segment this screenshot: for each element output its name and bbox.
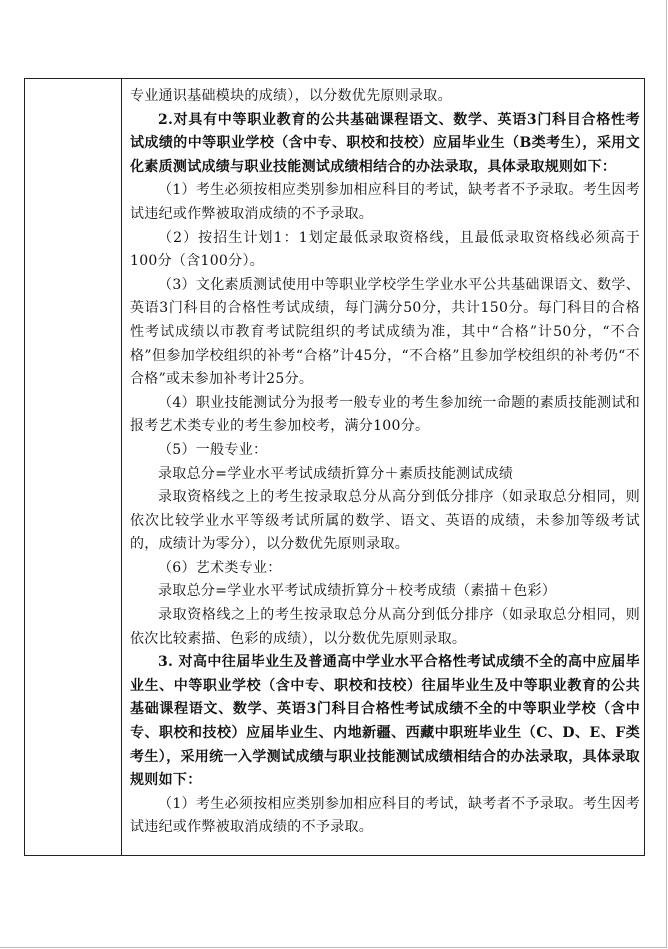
column-divider	[121, 79, 122, 855]
heading-cdef-class-rules: 3. 对高中往届毕业生及普通高中学业水平合格性考试成绩不全的高中应届毕业生、中等职业学校（含中专、职校和技校）往届毕业生及中等职业教育的公共基础课程语文、数学、英语3门科目合格性考试成绩不全的中等职业学校（含中专、职校和技校）应届毕业生、内地新疆、西藏中职班毕业生（C、D、E、F类考生），采用统一入学测试成绩与职业技能测试成绩相结合的办法录取，具体录取规则如下：	[130, 654, 640, 789]
paragraph-continuation: 专业通识基础模块的成绩），以分数优先原则录取。	[130, 88, 452, 104]
rule-item-6-ranking: 录取资格线之上的考生按录取总分从高分到低分排序（如录取总分相同，则依次比较素描、色彩的成绩），以分数优先原则录取。	[130, 607, 640, 647]
heading-b-class-rules: 2.对具有中等职业教育的公共基础课程语文、数学、英语3门科目合格性考试成绩的中等职业学校（含中专、职校和技校）应届毕业生（B类考生），采用文化素质测试成绩与职业技能测试成绩相结合的办法录取，具体录取规则如下：	[130, 111, 640, 175]
rule-item-5-heading: （5）一般专业：	[158, 441, 268, 458]
rules-content	[130, 85, 640, 840]
rule-item-4: （4）职业技能测试分为报考一般专业的考生参加统一命题的素质技能测试和报考艺术类专业的考生参加校考，满分100分。	[130, 394, 640, 435]
rule-item-6-formula: 录取总分=学业水平考试成绩折算分＋校考成绩（素描＋色彩）	[158, 583, 557, 600]
rule-item-1: （1）考生必须按相应类别参加相应科目的考试，缺考者不予录取。考生因考试违纪或作弊被取消成绩的不予录取。	[130, 182, 640, 222]
rule-item-5-formula: 录取总分=学业水平考试成绩折算分＋素质技能测试成绩	[158, 465, 514, 482]
rule-item-2: （2）按招生计划1：1划定最低录取资格线，且最低录取资格线必须高于100分（含100分）。	[130, 229, 640, 270]
rule-item-cdef-1: （1）考生必须按相应类别参加相应科目的考试，缺考者不予录取。考生因考试违纪或作弊被取消成绩的不予录取。	[130, 795, 640, 836]
rule-item-5-ranking: 录取资格线之上的考生按录取总分从高分到低分排序（如录取总分相同，则依次比较学业水平等级考试所属的数学、语文、英语的成绩，未参加等级考试的，成绩计为零分），以分数优先原则录取。	[130, 489, 640, 553]
rule-item-3: （3）文化素质测试使用中等职业学校学生学业水平公共基础课语文、数学、英语3门科目的合格性考试成绩，每门满分50分，共计150分。每门科目的合格性考试成绩以市教育考试院组织的考试成绩为准，其中“合格”计50分，“不合格”但参加学校组织的补考“合格”计45分，“不合格”且参加学校组织的补考仍“不合格”或未参加补考计25分。	[130, 276, 640, 388]
rules-table	[24, 78, 645, 856]
rule-item-6-heading: （6）艺术类专业：	[158, 559, 282, 576]
